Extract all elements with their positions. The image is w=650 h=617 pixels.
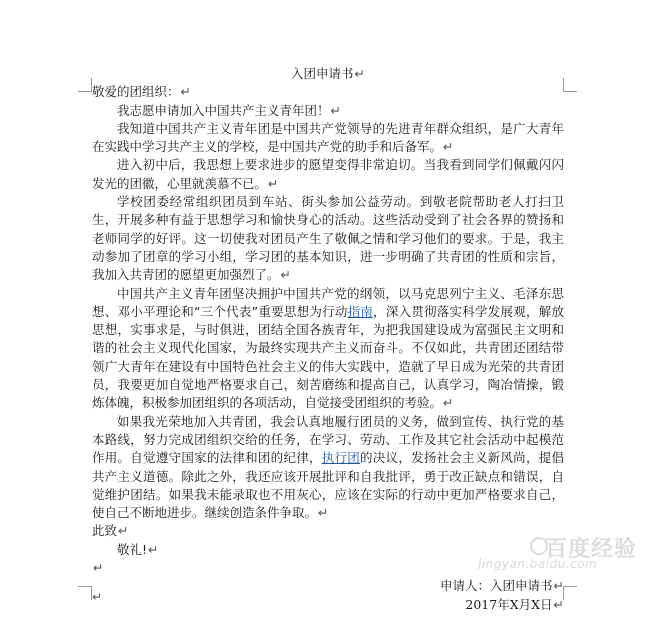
signature: 申请人：入团申请书↵ <box>440 578 564 594</box>
crop-mark-bottom-right <box>563 586 577 600</box>
paragraph-2: 我知道中国共产主义青年团是中国共产党领导的先进青年群众组织，是广大青年在实践中学习共产主义的学校，是中国共产党的助手和后备军。↵ <box>92 120 564 155</box>
document-title: 入团申请书↵ <box>291 66 365 81</box>
crop-mark-top-left <box>78 78 92 92</box>
paragraph-1: 我志愿申请加入中国共产主义青年团！↵ <box>117 102 341 118</box>
salute: 敬礼!↵ <box>117 541 159 557</box>
watermark-site: 百度经验 <box>545 537 638 562</box>
paragraph-4: 学校团委经常组织团员到车站、街头参加公益劳动。到敬老院帮助老人打扫卫生，开展多种有益于思想学习和愉快身心的活动。这些活动受到了社会各界的赞扬和老师同学的好评。这一切使我对团员产生了敬佩之情和学习他们的要求。于是，我主动参加了团章的学习小组，学习团的基本知识，进一步明确了共青团的性质和宗旨，我加入共青团的愿望更加强烈了。↵ <box>92 194 564 283</box>
paragraph-3: 进入初中后，我思想上要求进步的愿望变得非常迫切。当我看到同学们佩戴闪闪发光的团徽，心里就羡慕不已。↵ <box>92 157 564 191</box>
greeting: 敬爱的团组织：↵ <box>92 84 191 100</box>
closing: 此致↵ <box>92 523 129 539</box>
crop-mark-bottom-left <box>78 586 92 600</box>
paragraph-5: 中国共产主义青年团坚决拥护中国共产党的纲领，以马克思列宁主义、毛泽东思想、邓小平理论和“三个代表”重要思想为行动指南，深入贯彻落实科学发展观，解放思想，实事求是，与时俱进，团结全国各族青年，为把我国建设成为富强民主文明和谐的社会主义现代化国家，为最终实现共产主义而奋斗。不仅如此，共青团还团结带领广大青年在建设有中国特色社会主义的伟大实践中，造就了早日成为光荣的共青团员，我要更加自觉地严格要求自己，刻苦磨练和提高自己，认真学习，陶冶情操，锻炼体魄，积极参加团组织的各项活动，自觉接受团组织的考验。↵ <box>92 285 564 411</box>
watermark-url: jingyan.baidu.com <box>478 557 598 571</box>
paragraph-6: 如果我光荣地加入共青团，我会认真地履行团员的义务，做到宣传、执行党的基本路线，努力完成团组织交给的任务，在学习、劳动、工作及其它社会活动中起模范作用。自觉遵守国家的法律和团的纪律，执行团的决议，发扬社会主义新风尚，提倡共产主义道德。除此之外，我还应该开展批评和自我批评，勇于改正缺点和错误，自觉维护团结。如果我未能录取也不用灰心，应该在实际的行动中更加严格要求自己，使自己不断地进步。继续创造条件争取。↵ <box>92 413 564 521</box>
end-paragraph-mark: ↵ <box>92 590 103 604</box>
link-zhixingtuan[interactable]: 执行团 <box>321 450 361 466</box>
crop-mark-top-right <box>563 78 577 92</box>
date: 2017年X月X日↵ <box>465 596 564 612</box>
blank-line: ↵ <box>93 560 104 576</box>
link-zhinan[interactable]: 指南 <box>347 303 374 319</box>
document-body[interactable] <box>92 65 564 614</box>
